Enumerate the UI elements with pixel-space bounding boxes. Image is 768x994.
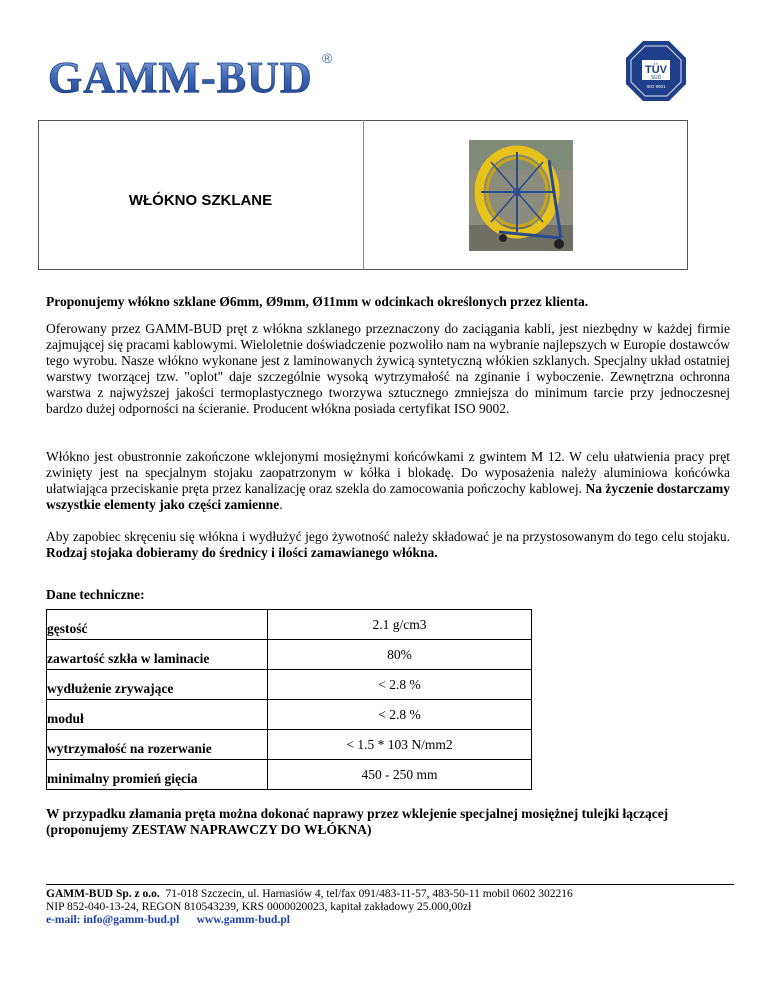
tech-value: 80% [268,640,532,670]
repair-note: W przypadku złamania pręta można dokonać naprawy przez wklejenie specjalnej mosiężnej tulejki łączącej (proponujemy ZESTAW NAPRAWCZY DO WŁÓKNA) [46,806,669,837]
p3-bold-text: Rodzaj stojaka dobieramy do średnicy i ilości zamawianego włókna. [46,545,438,560]
tech-value: 2.1 g/cm3 [268,610,532,640]
footer-email-link[interactable]: e-mail: info@gamm-bud.pl [46,914,180,926]
company-logo [46,50,346,100]
footer-line-1 [46,888,746,901]
p2-bold-text: Na życzenie dostarczamy wszystkie elementy jako części zamienne [46,481,730,512]
tech-heading: Dane techniczne: [46,587,145,602]
table-row [47,760,532,790]
registered-mark: ® [322,50,333,66]
table-row [47,670,532,700]
footer-line-3 [46,914,746,927]
footer-company: GAMM-BUD Sp. z o.o. [46,888,160,900]
p2-end: . [279,497,283,512]
tech-label: minimalny promień gięcia [47,760,268,790]
tech-label: zawartość szkła w laminacie [47,640,268,670]
tech-label: wytrzymałość na rozerwanie [47,730,268,760]
tech-value: < 2.8 % [268,700,532,730]
p2-text: Włókno jest obustronnie zakończone wklejonymi mosiężnymi końcówkami z gwintem M 12. W celu ułatwienia pracy pręt zwinięty jest na specjalnym stojaku zaopatrzonym w kółka i blokadę. Do wyposażenia należy aluminiowa końcówka ułatwiająca przeciskanie pręta przez kanalizację oraz szekla do zamocowania pończochy kablowej. [46,449,730,496]
tech-label: gęstość [47,610,268,640]
footer [46,888,746,927]
badge-bottom-text: ISO 9001 [646,84,666,89]
description-paragraph-2 [46,449,730,513]
footer-address: 71-018 Szczecin, ul. Harnasiów 4, tel/fax 091/483-11-57, 483-50-11 mobil 0602 302216 [165,888,573,900]
tech-label: wydłużenie zrywające [47,670,268,700]
footer-website-link[interactable]: www.gamm-bud.pl [196,914,290,926]
badge-top-text: TÜV [645,64,667,76]
footer-divider [46,884,734,885]
box-divider [363,120,364,270]
table-row [47,730,532,760]
table-row [47,610,532,640]
tech-table [46,609,532,790]
product-title: WŁÓKNO SZKLANE [128,191,273,209]
tuv-certificate-badge [625,40,687,102]
description-paragraph-1: Oferowany przez GAMM-BUD pręt z włókna szklanego przeznaczony do zaciągania kabli, jest niezbędny w każdej firmie zajmującej się pracami kablowymi. Wieloletnie doświadczenie pozwoliło nam na wybranie najlepszych w Europie dostawców tego wyrobu. Nasze włókno wykonane jest z laminowanych żywicą syntetyczną włókien szklanych. Specjalny układ ostatniej warstwy tworzącej tzw. "oplot" daje szczególnie wysoką wytrzymałość na zginanie i wyboczenie. Zewnętrzna ochronna warstwa z najwyższej jakości termoplastycznego tworzywa sztucznego zmniejsza do minimum tarcie przy jednoczesnej bardzo dużej odporności na ścieranie. Producent włókna posiada certyfikat ISO 9002. [46,321,730,416]
table-row [47,700,532,730]
logo-text: GAMM-BUD [48,53,313,100]
tech-value: < 2.8 % [268,670,532,700]
p3-text: Aby zapobiec skręceniu się włókna i wydłużyć jego żywotność należy składować je na przystosowanym do tego celu stojaku. [46,529,730,544]
badge-middle-text: SÜD [650,75,662,81]
tech-label: moduł [47,700,268,730]
table-row [47,640,532,670]
lead-sentence: Proponujemy włókno szklane Ø6mm, Ø9mm, Ø11mm w odcinkach określonych przez klienta. [46,294,589,309]
footer-registry: NIP 852-040-13-24, REGON 810543239, KRS 0000020023, kapitał zakładowy 25.000,00zł [46,901,472,913]
product-photo [469,140,573,251]
description-paragraph-3 [46,529,730,561]
tech-value: < 1.5 * 103 N/mm2 [268,730,532,760]
tech-value: 450 - 250 mm [268,760,532,790]
